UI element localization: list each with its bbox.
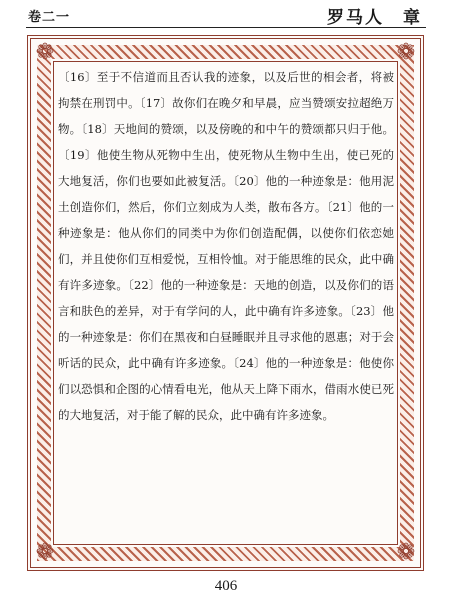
- ornament-corner-icon: ❁: [396, 40, 416, 65]
- verse-text-block: [58, 64, 394, 428]
- ornament-corner-icon: ❁: [396, 540, 416, 565]
- page-number: 406: [214, 578, 238, 594]
- ornament-corner-icon: ❁: [35, 540, 55, 565]
- page-header: [0, 0, 452, 32]
- ornament-corner-icon: ❁: [35, 40, 55, 65]
- chapter-number: 卷二一: [28, 10, 71, 25]
- header-divider: [26, 27, 426, 28]
- chapter-title: 罗马人 章: [327, 8, 422, 28]
- verse-paragraph: 〔16〕至于不信道而且否认我的迹象，以及后世的相会者，将被拘禁在刑罚中。〔17〕故你们在晚夕和早晨，应当赞颂安拉超绝万物。〔18〕天地间的赞颂，以及傍晚的和中午的赞颂都只归于他。〔19〕他使生物从死物中生出，使死物从生物中生出，使已死的大地复活，你们也要如此被复活。〔20〕他的一种迹象是：他用泥土创造你们，然后，你们立刻成为人类，散布各方。〔21〕他的一种迹象是：他从你们的同类中为你们创造配偶，以使你们依恋她们，并且使你们互相爱悦，互相怜恤。对于能思维的民众，此中确有许多迹象。〔22〕他的一种迹象是：天地的创造，以及你们的语言和肤色的差异，对于有学问的人，此中确有许多迹象。〔23〕他的一种迹象是：你们在黑夜和白昼睡眠并且寻求他的恩惠；对于会听话的民众，此中确有许多迹象。〔24〕他的一种迹象是：他使你们以恐惧和企图的心情看电光，他从天上降下雨水，借雨水使已死的大地复活，对于能了解的民众，此中确有许多迹象。: [58, 70, 394, 422]
